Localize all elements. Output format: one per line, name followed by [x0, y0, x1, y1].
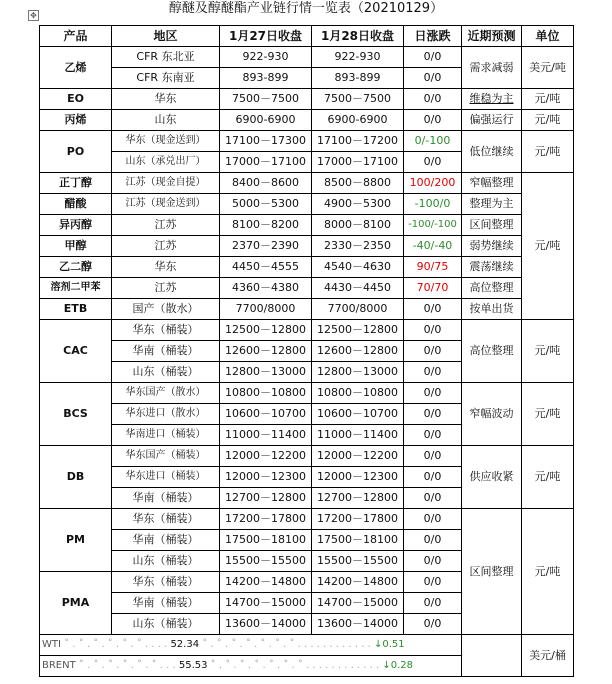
d27-cell: 2370－2390 [220, 236, 312, 257]
region-cell: 山东（桶装） [112, 614, 220, 635]
change-cell: 0/0 [404, 404, 462, 425]
region-cell: 山东（承兑出厂） [112, 152, 220, 173]
d28-cell: 17500－18100 [312, 530, 404, 551]
change-cell: 0/0 [404, 572, 462, 593]
d28-cell: 10800－10800 [312, 383, 404, 404]
d28-cell: 14700－15000 [312, 593, 404, 614]
forecast-cell: 偏强运行 [462, 110, 522, 131]
forecast-cell: 供应收紧 [462, 446, 522, 509]
d27-cell: 893-899 [220, 68, 312, 89]
region-cell: 华南（桶装） [112, 593, 220, 614]
d28-cell: 12000－12300 [312, 467, 404, 488]
forecast-cell: 高位整理 [462, 320, 522, 383]
unit-cell: 美元/吨 [522, 47, 574, 89]
header-change: 日涨跌 [404, 26, 462, 47]
change-cell: 0/0 [404, 152, 462, 173]
d28-cell: 17000－17100 [312, 152, 404, 173]
region-cell: 华东 [112, 257, 220, 278]
change-cell: 90/75 [404, 257, 462, 278]
header-region: 地区 [112, 26, 220, 47]
d27-cell: 12000－12200 [220, 446, 312, 467]
unit-cell: 元/吨 [522, 173, 574, 320]
d28-cell: 6900-6900 [312, 110, 404, 131]
d27-cell: 7700/8000 [220, 299, 312, 320]
brent-value: 55.53 [178, 660, 208, 671]
d27-cell: 10600－10700 [220, 404, 312, 425]
change-cell: 0/0 [404, 425, 462, 446]
forecast-cell: 窄幅波动 [462, 383, 522, 446]
d28-cell: 8000－8100 [312, 215, 404, 236]
forecast-cell: 高位整理 [462, 278, 522, 299]
d27-cell: 7500－7500 [220, 89, 312, 110]
brent-label: BRENT [42, 660, 76, 671]
region-cell: 华东进口（散水） [112, 404, 220, 425]
table-row [40, 89, 574, 110]
region-cell: 华东（桶装） [112, 320, 220, 341]
d28-cell: 2330－2350 [312, 236, 404, 257]
region-cell: 山东（桶装） [112, 551, 220, 572]
region-cell: 山东 [112, 110, 220, 131]
d27-cell: 6900-6900 [220, 110, 312, 131]
table-row [40, 299, 574, 320]
header-unit: 单位 [522, 26, 574, 47]
region-cell: CFR 东北亚 [112, 47, 220, 68]
product-cell: PO [40, 131, 112, 173]
change-cell: -100/0 [404, 194, 462, 215]
table-row [40, 215, 574, 236]
d27-cell: 14700－15000 [220, 593, 312, 614]
wti-change: ↓0.51 [373, 639, 405, 650]
region-cell: 江苏（现金自提） [112, 173, 220, 194]
table-row [40, 110, 574, 131]
region-cell: 华东（桶装） [112, 509, 220, 530]
product-cell: EO [40, 89, 112, 110]
product-cell: 异丙醇 [40, 215, 112, 236]
product-cell: BCS [40, 383, 112, 446]
change-cell: 0/0 [404, 383, 462, 404]
region-cell: 华东（桶装） [112, 572, 220, 593]
change-cell: 0/-100 [404, 131, 462, 152]
header-row [40, 26, 574, 47]
d28-cell: 15500－15500 [312, 551, 404, 572]
unit-cell: 元/吨 [522, 320, 574, 383]
forecast-cell: 窄幅整理 [462, 173, 522, 194]
d27-cell: 8100－8200 [220, 215, 312, 236]
region-cell: 江苏 [112, 215, 220, 236]
d28-cell: 12500－12800 [312, 320, 404, 341]
forecast-cell: 低位继续 [462, 131, 522, 173]
d28-cell: 12000－12200 [312, 446, 404, 467]
region-cell: 华东进口（桶装） [112, 467, 220, 488]
change-cell: 0/0 [404, 509, 462, 530]
region-cell: 华东（现金送到） [112, 131, 220, 152]
forecast-cell: 弱势继续 [462, 236, 522, 257]
region-cell: 江苏 [112, 236, 220, 257]
d27-cell: 12800－13000 [220, 362, 312, 383]
unit-cell: 元/吨 [522, 509, 574, 635]
region-cell: 华南进口（桶装） [112, 425, 220, 446]
change-cell: 0/0 [404, 593, 462, 614]
product-cell: PMA [40, 572, 112, 635]
table-row [40, 257, 574, 278]
change-cell: 0/0 [404, 320, 462, 341]
product-cell: 乙烯 [40, 47, 112, 89]
change-cell: 0/0 [404, 530, 462, 551]
forecast-cell: 按单出货 [462, 299, 522, 320]
header-forecast: 近期预测 [462, 26, 522, 47]
d28-cell: 12600－12800 [312, 341, 404, 362]
region-cell: CFR 东南亚 [112, 68, 220, 89]
table-row [40, 194, 574, 215]
header-d28: 1月28日收盘 [312, 26, 404, 47]
d27-cell: 17200－17800 [220, 509, 312, 530]
region-cell: 华南（桶装） [112, 488, 220, 509]
d28-cell: 4900－5300 [312, 194, 404, 215]
d28-cell: 8500－8800 [312, 173, 404, 194]
wti-label: WTI [42, 639, 61, 650]
change-cell: 0/0 [404, 362, 462, 383]
d28-cell: 7500－7500 [312, 89, 404, 110]
region-cell: 华南（桶装） [112, 530, 220, 551]
d27-cell: 12000－12300 [220, 467, 312, 488]
d27-cell: 11000－11400 [220, 425, 312, 446]
d27-cell: 14200－14800 [220, 572, 312, 593]
d27-cell: 15500－15500 [220, 551, 312, 572]
d27-cell: 17000－17100 [220, 152, 312, 173]
unit-cell: 元/吨 [522, 131, 574, 173]
table-row [40, 236, 574, 257]
wti-cell: WTI ˚ . ˚ . ˚ . ˚ . ˚ . ˚ . . . . 52.34 ˚ . ˚ . ˚ . ˚ . ˚ . ˚ . ˚ . . . . . . . . . . . . ↓0.51 [40, 635, 462, 656]
d27-cell: 17500－18100 [220, 530, 312, 551]
d27-cell: 5000－5300 [220, 194, 312, 215]
d28-cell: 17200－17800 [312, 509, 404, 530]
region-cell: 华东 [112, 89, 220, 110]
change-cell: 0/0 [404, 110, 462, 131]
change-cell: 0/0 [404, 89, 462, 110]
page-title: 醇醚及醇醚酯产业链行情一览表（20210129） [168, 1, 444, 16]
table-row [40, 383, 574, 404]
region-cell: 江苏（现金送到） [112, 194, 220, 215]
unit-cell: 元/吨 [522, 89, 574, 110]
wti-value: 52.34 [170, 639, 200, 650]
change-cell: 100/200 [404, 173, 462, 194]
header-product: 产品 [40, 26, 112, 47]
change-cell: 0/0 [404, 488, 462, 509]
change-cell: 0/0 [404, 299, 462, 320]
d28-cell: 17100－17200 [312, 131, 404, 152]
table-row [40, 47, 574, 68]
region-cell: 江苏 [112, 278, 220, 299]
d27-cell: 922-930 [220, 47, 312, 68]
table-row [40, 320, 574, 341]
d27-cell: 12500－12800 [220, 320, 312, 341]
d27-cell: 17100－17300 [220, 131, 312, 152]
table-row [40, 509, 574, 530]
unit-cell: 元/吨 [522, 383, 574, 446]
forecast-cell: 震荡继续 [462, 257, 522, 278]
table-row [40, 446, 574, 467]
product-cell: 乙二醇 [40, 257, 112, 278]
product-cell: PM [40, 509, 112, 572]
product-cell: 甲醇 [40, 236, 112, 257]
product-cell: 正丁醇 [40, 173, 112, 194]
product-cell: 醋酸 [40, 194, 112, 215]
region-cell: 华东国产（桶装） [112, 446, 220, 467]
forecast-cell: 需求减弱 [462, 47, 522, 89]
price-table [39, 25, 574, 677]
product-cell: CAC [40, 320, 112, 383]
d28-cell: 14200－14800 [312, 572, 404, 593]
d27-cell: 12700－12800 [220, 488, 312, 509]
change-cell: -40/-40 [404, 236, 462, 257]
product-cell: DB [40, 446, 112, 509]
brent-cell: BRENT ˚ . ˚ . ˚ . ˚ . ˚ . ˚ . . . 55.53 ˚ . ˚ . ˚ . ˚ . ˚ . ˚ . ˚ . . . . . . . . . . . . ↓0.28 [40, 656, 462, 677]
region-cell: 华东国产（散水） [112, 383, 220, 404]
d28-cell: 10600－10700 [312, 404, 404, 425]
forecast-cell: 区间整理 [462, 509, 522, 635]
table-row [40, 278, 574, 299]
d27-cell: 8400－8600 [220, 173, 312, 194]
table-row [40, 173, 574, 194]
product-cell: ETB [40, 299, 112, 320]
change-cell: 0/0 [404, 614, 462, 635]
forecast-cell: 维稳为主 [462, 89, 522, 110]
product-cell: 溶剂二甲苯 [40, 278, 112, 299]
brent-change: ↓0.28 [382, 660, 414, 671]
d27-cell: 4360－4380 [220, 278, 312, 299]
product-cell: 丙烯 [40, 110, 112, 131]
d27-cell: 12600－12800 [220, 341, 312, 362]
change-cell: 0/0 [404, 47, 462, 68]
change-cell: 0/0 [404, 341, 462, 362]
change-cell: 70/70 [404, 278, 462, 299]
region-cell: 山东（桶装） [112, 362, 220, 383]
d27-cell: 4450－4555 [220, 257, 312, 278]
forecast-cell: 区间整理 [462, 215, 522, 236]
d28-cell: 4540－4630 [312, 257, 404, 278]
change-cell: 0/0 [404, 467, 462, 488]
region-cell: 国产（散水） [112, 299, 220, 320]
table-move-handle-icon[interactable]: ✥ [28, 10, 39, 21]
d27-cell: 10800－10800 [220, 383, 312, 404]
d28-cell: 922-930 [312, 47, 404, 68]
change-cell: 0/0 [404, 446, 462, 467]
d28-cell: 7700/8000 [312, 299, 404, 320]
unit-cell: 元/吨 [522, 110, 574, 131]
forecast-cell: 整理为主 [462, 194, 522, 215]
change-cell: 0/0 [404, 551, 462, 572]
change-cell: 0/0 [404, 68, 462, 89]
d28-cell: 4430－4450 [312, 278, 404, 299]
d28-cell: 12700－12800 [312, 488, 404, 509]
unit-cell: 元/吨 [522, 446, 574, 509]
d28-cell: 11000－11400 [312, 425, 404, 446]
table-row [40, 131, 574, 152]
d28-cell: 13600－14000 [312, 614, 404, 635]
change-cell: -100/-100 [404, 215, 462, 236]
d27-cell: 13600－14000 [220, 614, 312, 635]
d28-cell: 12800－13000 [312, 362, 404, 383]
header-d27: 1月27日收盘 [220, 26, 312, 47]
table-row-wti [40, 635, 574, 656]
oil-unit-cell: 美元/桶 [522, 635, 574, 677]
d28-cell: 893-899 [312, 68, 404, 89]
region-cell: 华南（桶装） [112, 341, 220, 362]
